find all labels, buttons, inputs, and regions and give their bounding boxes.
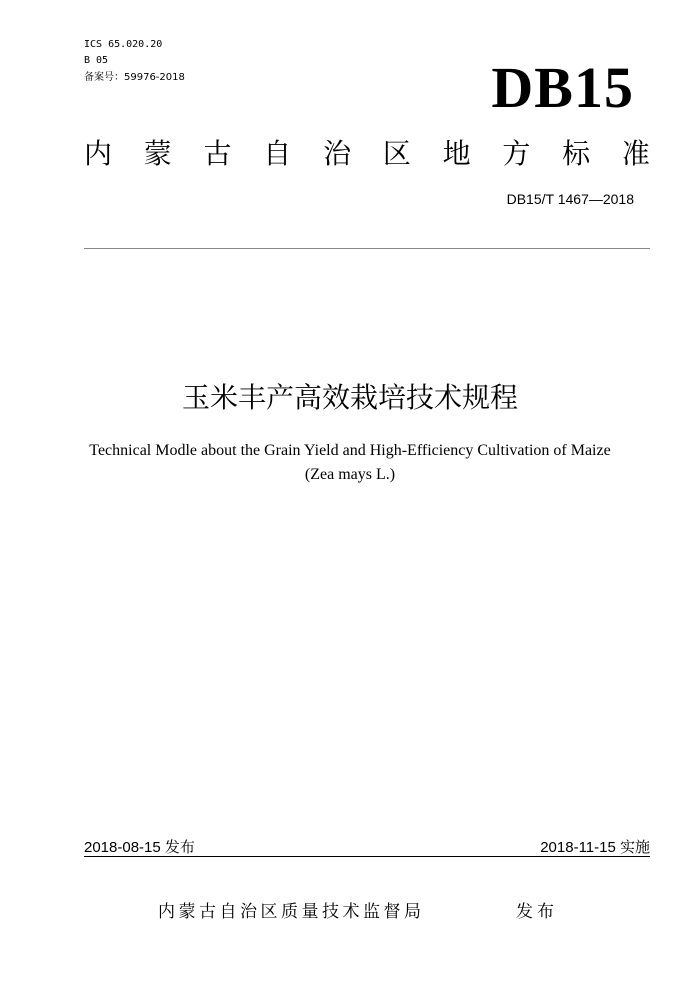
standard-type-title <box>84 136 650 172</box>
title-char: 区 <box>382 137 411 170</box>
issuing-authority: 内蒙古自治区质量技术监督局 <box>158 902 425 922</box>
standard-number: DB15/T 1467—2018 <box>506 191 634 207</box>
ics-code: ICS 65.020.20 <box>84 39 163 50</box>
title-char: 准 <box>621 137 650 170</box>
title-char: 标 <box>562 137 591 170</box>
header-divider <box>84 248 650 249</box>
english-title-line2: (Zea mays L.) <box>304 466 396 483</box>
footer-divider <box>84 856 650 857</box>
title-char: 蒙 <box>143 137 172 170</box>
title-char: 方 <box>502 137 531 170</box>
implement-date: 2018-11-15 实施 <box>540 839 650 856</box>
english-title-line1: Technical Modle about the Grain Yield and High-Efficiency Cultivation of Maize <box>89 442 611 459</box>
publish-date: 2018-08-15 发布 <box>84 839 195 856</box>
title-char: 自 <box>263 137 292 170</box>
standard-code-logo: DB15 <box>491 55 634 120</box>
ccs-code: B 05 <box>84 55 109 66</box>
title-char: 内 <box>84 137 113 170</box>
title-char: 古 <box>203 137 232 170</box>
issue-label: 发布 <box>516 902 558 922</box>
filing-number: 备案号：59976-2018 <box>84 72 185 83</box>
title-char: 地 <box>442 137 471 170</box>
title-char: 治 <box>323 137 352 170</box>
chinese-title: 玉米丰产高效栽培技术规程 <box>181 381 518 414</box>
